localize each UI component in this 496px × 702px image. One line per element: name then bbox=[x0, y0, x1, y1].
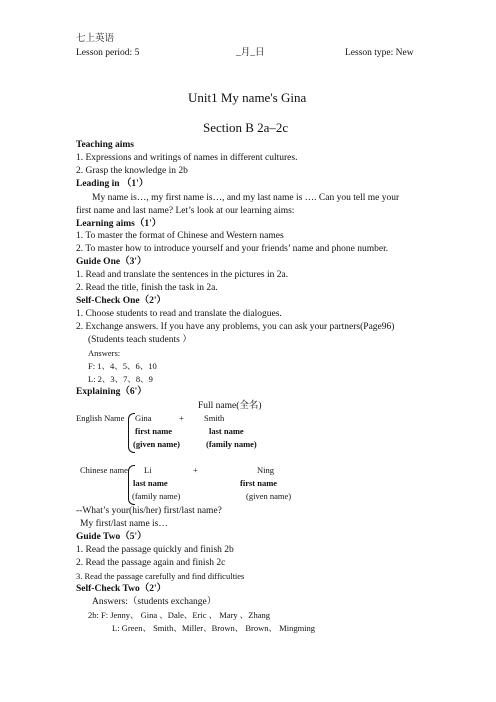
lesson-date: _月_日 bbox=[236, 48, 265, 58]
name-reply: My first/last name is… bbox=[80, 519, 168, 529]
chinese-name-label: Chinese name bbox=[80, 465, 128, 475]
unit-title: Unit1 My name's Gina bbox=[188, 90, 307, 105]
english-last-part: Smith bbox=[204, 413, 225, 423]
english-alt-last: (family name) bbox=[206, 439, 257, 449]
self-check-one-note: (Students teach students ） bbox=[88, 335, 192, 345]
chinese-alt-first: (family name) bbox=[132, 491, 181, 501]
answers-row-l: L: Green、 Smith、Miller、Brown、 Brown、 Mingming bbox=[112, 623, 316, 633]
guide-two-item: 3. Read the passage carefully and find difficulties bbox=[76, 571, 245, 581]
guide-one-item: 2. Read the title, finish the task in 2a. bbox=[76, 283, 218, 293]
lesson-type: Lesson type: New bbox=[345, 48, 414, 58]
guide-two-item: 2. Read the passage again and finish 2c bbox=[76, 558, 226, 568]
guide-one-heading: Guide One（3'） bbox=[76, 257, 147, 267]
chinese-term-first: last name bbox=[133, 478, 168, 488]
self-check-two-heading: Self-Check Two（2'） bbox=[76, 584, 167, 594]
english-alt-first: (given name) bbox=[133, 439, 180, 449]
leading-in-text: first name and last name? Let’s look at our learning aims: bbox=[76, 206, 295, 216]
guide-one-item: 1. Read and translate the sentences in the pictures in 2a. bbox=[76, 270, 289, 280]
chinese-last-part: Ning bbox=[257, 465, 274, 475]
learning-aim-item: 1. To master the format of Chinese and Western names bbox=[76, 231, 284, 241]
answers-label: Answers: bbox=[88, 348, 121, 358]
plus-sign: + bbox=[179, 413, 184, 423]
leading-in-heading: Leading in （1'） bbox=[76, 179, 149, 189]
answers-row-f: 2b: F: Jenny、 Gina 、Dale、Eric 、 Mary 、Zhang bbox=[88, 610, 271, 620]
chinese-term-second: first name bbox=[240, 478, 278, 488]
english-name-label: English Name bbox=[76, 413, 125, 423]
self-check-one-item: 2. Exchange answers. If you have any problems, you can ask your partners(Page96) bbox=[76, 322, 395, 332]
teaching-aims-heading: Teaching aims bbox=[76, 140, 134, 150]
chinese-alt-second: (given name) bbox=[246, 491, 292, 501]
english-first-part: Gina bbox=[135, 413, 152, 423]
full-name-label: Full name(全名) bbox=[198, 401, 262, 411]
plus-sign: + bbox=[193, 465, 198, 475]
learning-aim-item: 2. To master how to introduce yourself and your friends’ name and phone number. bbox=[76, 244, 389, 254]
teaching-aim-item: 2. Grasp the knowledge in 2b bbox=[76, 166, 188, 176]
grade-label: 七上英语 bbox=[76, 34, 115, 44]
english-term-last: last name bbox=[209, 426, 244, 436]
answer-l: L: 2、3、7、8、9 bbox=[88, 374, 153, 384]
lesson-period: Lesson period: 5 bbox=[76, 48, 140, 58]
english-term-first: first name bbox=[135, 426, 173, 436]
guide-two-item: 1. Read the passage quickly and finish 2b bbox=[76, 545, 234, 555]
self-check-one-heading: Self-Check One（2'） bbox=[76, 296, 166, 306]
section-title: Section B 2a–2c bbox=[203, 120, 289, 135]
self-check-two-answers: Answers:（students exchange） bbox=[92, 597, 217, 607]
teaching-aim-item: 1. Expressions and writings of names in different cultures. bbox=[76, 153, 298, 163]
name-question: --What’s your(his/her) first/last name? bbox=[76, 506, 222, 516]
answer-f: F: 1、4、5、6、10 bbox=[88, 361, 157, 371]
chinese-first-part: Li bbox=[144, 465, 152, 475]
leading-in-text: My name is…, my first name is…, and my last name is …. Can you tell me your bbox=[92, 193, 400, 203]
explaining-heading: Explaining（6'） bbox=[76, 387, 147, 397]
self-check-one-item: 1. Choose students to read and translate the dialogues. bbox=[76, 309, 282, 319]
guide-two-heading: Guide Two（5'） bbox=[76, 532, 147, 542]
learning-aims-heading: Learning aims（1'） bbox=[76, 219, 162, 229]
